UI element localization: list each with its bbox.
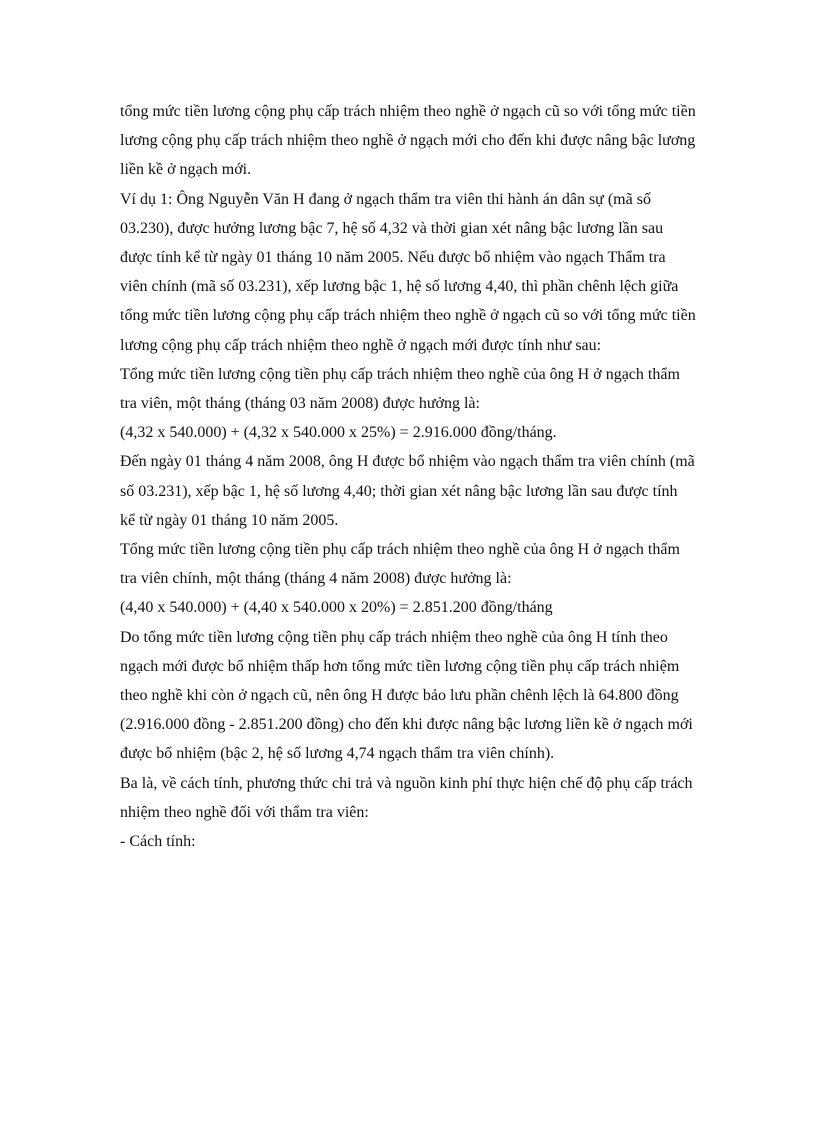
paragraph-difference-reserved <box>120 623 700 769</box>
paragraph-example-1 <box>120 185 700 360</box>
formula-old-grade <box>120 418 700 447</box>
list-item-calculation <box>120 827 700 856</box>
document-body <box>120 97 700 856</box>
paragraph-section-three <box>120 769 700 827</box>
text-line: (4,40 x 540.000) + (4,40 x 540.000 x 20%) = 2.851.200 đồng/tháng <box>120 599 553 617</box>
text-line: Ba là, về cách tính, phương thức chi trả và nguồn kinh phí thực hiện chế độ phụ cấp trách <box>120 774 693 792</box>
text-line: tổng mức tiền lương cộng phụ cấp trách nhiệm theo nghề ở ngạch cũ so với tổng mức tiền <box>120 307 696 325</box>
paragraph-appointment <box>120 447 700 535</box>
text-line: lương cộng phụ cấp trách nhiệm theo nghề ở ngạch mới được tính như sau: <box>120 336 602 354</box>
text-line: - Cách tính: <box>120 833 196 851</box>
text-line: Ví dụ 1: Ông Nguyễn Văn H đang ở ngạch thẩm tra viên thi hành án dân sự (mã số <box>120 190 651 208</box>
text-line: kể từ ngày 01 tháng 10 năm 2005. <box>120 511 339 529</box>
text-line: ngạch mới được bổ nhiệm thấp hơn tổng mức tiền lương cộng tiền phụ cấp trách nhiệm <box>120 657 680 675</box>
paragraph-continuation <box>120 97 700 185</box>
text-line: tra viên, một tháng (tháng 03 năm 2008) được hưởng là: <box>120 395 480 413</box>
text-line: viên chính (mã số 03.231), xếp lương bậc 1, hệ số lương 4,40, thì phần chênh lệch giữa <box>120 278 679 296</box>
text-line: Tổng mức tiền lương cộng tiền phụ cấp trách nhiệm theo nghề của ông H ở ngạch thẩm <box>120 365 680 383</box>
formula-new-grade <box>120 593 700 622</box>
text-line: liền kề ở ngạch mới. <box>120 161 252 179</box>
text-line: nhiệm theo nghề đối với thẩm tra viên: <box>120 803 369 821</box>
text-line: lương cộng phụ cấp trách nhiệm theo nghề ở ngạch mới cho đến khi được nâng bậc lương <box>120 132 696 150</box>
text-line: tra viên chính, một tháng (tháng 4 năm 2008) được hưởng là: <box>120 570 512 588</box>
text-line: được bổ nhiệm (bậc 2, hệ số lương 4,74 ngạch thẩm tra viên chính). <box>120 745 555 763</box>
text-line: Đến ngày 01 tháng 4 năm 2008, ông H được bổ nhiệm vào ngạch thẩm tra viên chính (mã <box>120 453 695 471</box>
text-line: 03.230), được hưởng lương bậc 7, hệ số 4,32 và thời gian xét nâng bậc lương lần sau <box>120 219 664 237</box>
text-line: (2.916.000 đồng - 2.851.200 đồng) cho đến khi được nâng bậc lương liền kề ở ngạch mới <box>120 716 693 734</box>
text-line: tổng mức tiền lương cộng phụ cấp trách nhiệm theo nghề ở ngạch cũ so với tổng mức tiền <box>120 103 696 120</box>
text-line: Do tổng mức tiền lương cộng tiền phụ cấp trách nhiệm theo nghề của ông H tính theo <box>120 628 668 646</box>
text-line: theo nghề khi còn ở ngạch cũ, nên ông H được bảo lưu phần chênh lệch là 64.800 đồng <box>120 687 679 705</box>
paragraph-new-grade-total <box>120 535 700 593</box>
text-line: Tổng mức tiền lương cộng tiền phụ cấp trách nhiệm theo nghề của ông H ở ngạch thẩm <box>120 541 680 559</box>
text-line: số 03.231), xếp bậc 1, hệ số lương 4,40; thời gian xét nâng bậc lương lần sau được tính <box>120 482 678 500</box>
text-line: được tính kể từ ngày 01 tháng 10 năm 2005. Nếu được bổ nhiệm vào ngạch Thẩm tra <box>120 249 666 267</box>
text-line: (4,32 x 540.000) + (4,32 x 540.000 x 25%) = 2.916.000 đồng/tháng. <box>120 424 557 442</box>
paragraph-old-grade-total <box>120 360 700 418</box>
